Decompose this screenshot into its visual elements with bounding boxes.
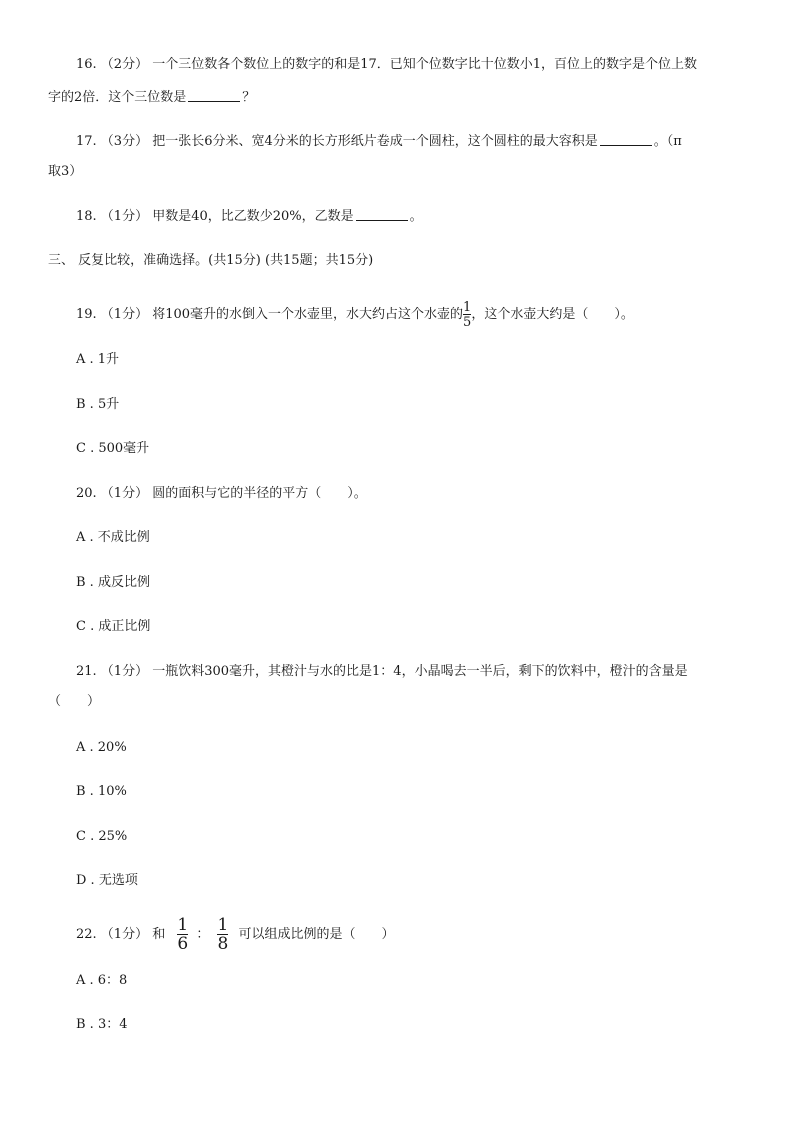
q17-line1 — [76, 133, 682, 150]
q19-text: 19. （1分） 将100毫升的水倒入一个水壶里，水大约占这个水壶的 — [76, 307, 464, 322]
q19-text-end: ）。 — [614, 307, 634, 322]
q19-line — [76, 300, 634, 330]
q22-frac1-den: 6 — [177, 933, 189, 954]
q22-option-b[interactable]: B . 3：4 — [76, 1017, 128, 1032]
q21-paren-open: （ — [48, 694, 62, 709]
section-3-title: 三、 反复比较，准确选择。(共15分) (共15题；共15分) — [48, 253, 374, 268]
q20-option-b[interactable]: B . 成反比例 — [76, 575, 150, 590]
q18-text: 18. （1分） 甲数是40，比乙数少20%，乙数是 — [76, 209, 354, 224]
q22-fraction-2 — [217, 914, 229, 954]
q21-option-b[interactable]: B . 10% — [76, 784, 127, 799]
q17-text: 17. （3分） 把一张长6分米、宽4分米的长方形纸片卷成一个圆柱，这个圆柱的最大容积是 — [76, 134, 598, 149]
q21-option-d[interactable]: D . 无选项 — [76, 873, 138, 888]
q22-option-a[interactable]: A . 6：8 — [76, 973, 128, 988]
q21-option-c[interactable]: C . 25% — [76, 829, 128, 844]
q22-frac1-num: 1 — [177, 914, 189, 935]
q18-line — [76, 208, 423, 225]
q19-option-a[interactable]: A . 1升 — [76, 352, 120, 367]
q22-text-mid: 可以组成比例的是（ — [238, 927, 356, 942]
q21-line2 — [48, 694, 100, 710]
q20-option-a[interactable]: A . 不成比例 — [76, 530, 150, 545]
q21-option-a[interactable]: A . 20% — [76, 740, 127, 755]
q18-text-end: 。 — [409, 209, 423, 224]
q20-text: 20. （1分） 圆的面积与它的半径的平方（ — [76, 486, 322, 501]
q20-option-c[interactable]: C . 成正比例 — [76, 619, 151, 634]
q22-fraction-1 — [177, 914, 189, 954]
q22-text: 22. （1分） 和 — [76, 927, 166, 942]
q18-answer-blank[interactable] — [356, 208, 408, 221]
q22-frac2-den: 8 — [217, 933, 229, 954]
q17-text-end: 。（π — [653, 134, 682, 149]
q22-frac2-num: 1 — [217, 914, 229, 935]
q19-frac-num: 1 — [463, 299, 472, 315]
q16-text: 字的2倍．这个三位数是 — [48, 90, 187, 105]
q20-line — [76, 486, 367, 502]
q17-line2: 取3） — [48, 164, 83, 179]
q22-text-end: ） — [381, 927, 395, 942]
q17-answer-blank[interactable] — [600, 133, 652, 146]
q16-question-mark: ？ — [242, 90, 256, 105]
q19-text-mid: ，这个水壶大约是（ — [471, 307, 589, 322]
q16-line2 — [48, 89, 255, 106]
q16-line1: 16. （2分） 一个三位数各个数位上的数字的和是17．已知个位数字比十位数小1，百位上的数字是个位上数 — [76, 57, 698, 72]
q22-separator: ： — [196, 927, 210, 942]
q21-paren-close: ） — [87, 694, 101, 709]
q20-text-end: ）。 — [347, 486, 367, 501]
q19-frac-den: 5 — [463, 314, 472, 330]
q19-option-b[interactable]: B . 5升 — [76, 397, 120, 412]
q22-line — [76, 915, 394, 955]
q16-answer-blank[interactable] — [188, 89, 240, 102]
q21-line1: 21. （1分） 一瓶饮料300毫升，其橙汁与水的比是1：4，小晶喝去一半后，剩下的饮料中，橙汁的含量是 — [76, 664, 688, 679]
q19-option-c[interactable]: C . 500毫升 — [76, 441, 150, 456]
